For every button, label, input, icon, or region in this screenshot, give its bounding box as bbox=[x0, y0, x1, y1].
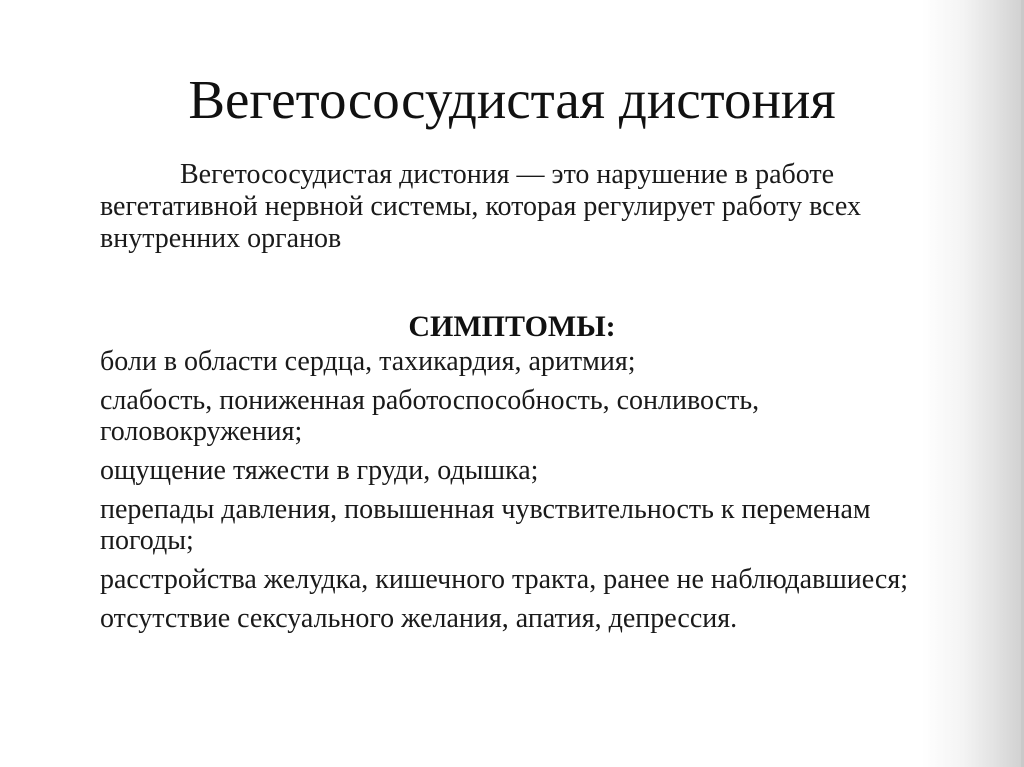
symptom-item: ощущение тяжести в груди, одышка; bbox=[100, 455, 539, 486]
symptoms-heading: СИМПТОМЫ: bbox=[408, 310, 616, 343]
symptom-item: перепады давления, повышенная чувствительность к переменам погоды; bbox=[100, 494, 871, 556]
symptom-item: расстройства желудка, кишечного тракта, ранее не наблюдавшиеся; bbox=[100, 564, 908, 595]
slide-title: Вегетососудистая дистония bbox=[188, 69, 836, 130]
symptom-item: отсутствие сексуального желания, апатия, депрессия. bbox=[100, 603, 738, 634]
symptom-list bbox=[100, 346, 940, 642]
symptom-item: боли в области сердца, тахикардия, аритмия; bbox=[100, 346, 636, 377]
intro-paragraph: Вегетососудистая дистония — это нарушение в работе вегетативной нервной системы, которая регулирует работу всех внутренних органов bbox=[100, 159, 861, 254]
symptom-item: слабость, пониженная работоспособность, сонливость, головокружения; bbox=[100, 385, 760, 447]
